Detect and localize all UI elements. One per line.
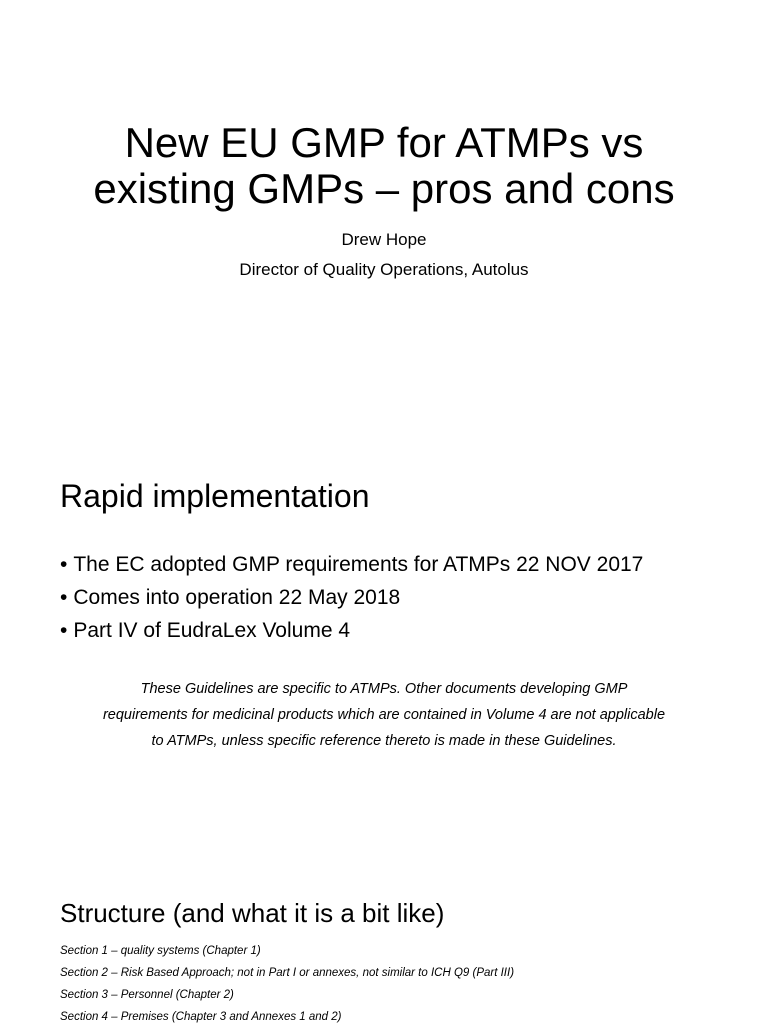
- bullet-item: [60, 614, 643, 647]
- bullet-text: The EC adopted GMP requirements for ATMPs 22 NOV 2017: [73, 553, 644, 576]
- section-item: Section 3 – Personnel (Chapter 2): [60, 989, 234, 1001]
- presentation-title: [0, 120, 768, 212]
- quote-line: These Guidelines are specific to ATMPs. Other documents developing GMP: [140, 681, 628, 697]
- bullet-list: [60, 548, 643, 647]
- bullet-text: Comes into operation 22 May 2018: [73, 586, 401, 609]
- section-list: [60, 940, 514, 1028]
- bullet-text: Part IV of EudraLex Volume 4: [73, 619, 351, 642]
- guideline-quote: [40, 676, 728, 754]
- quote-line: to ATMPs, unless specific reference thereto is made in these Guidelines.: [151, 733, 617, 749]
- bullet-glyph: •: [60, 619, 68, 642]
- bullet-glyph: •: [60, 553, 68, 576]
- title-line-1: New EU GMP for ATMPs vs: [124, 119, 644, 166]
- title-line-2: existing GMPs – pros and cons: [93, 165, 675, 212]
- author-role: Director of Quality Operations, Autolus: [239, 260, 529, 279]
- section-item: Section 4 – Premises (Chapter 3 and Annexes 1 and 2): [60, 1011, 342, 1023]
- section-item: Section 2 – Risk Based Approach; not in Part I or annexes, not similar to ICH Q9 (Part III): [60, 967, 515, 979]
- structure-slide: [0, 880, 768, 1024]
- quote-line: requirements for medicinal products which are contained in Volume 4 are not applicable: [102, 707, 666, 723]
- rapid-implementation-slide: [0, 448, 768, 778]
- title-slide: [0, 0, 768, 340]
- slide-heading: Structure (and what it is a bit like): [60, 898, 445, 928]
- bullet-item: [60, 548, 643, 581]
- bullet-glyph: •: [60, 586, 68, 609]
- author-name: Drew Hope: [341, 230, 427, 249]
- section-item: Section 1 – quality systems (Chapter 1): [60, 945, 261, 957]
- slide-heading: Rapid implementation: [60, 478, 370, 514]
- bullet-item: [60, 581, 643, 614]
